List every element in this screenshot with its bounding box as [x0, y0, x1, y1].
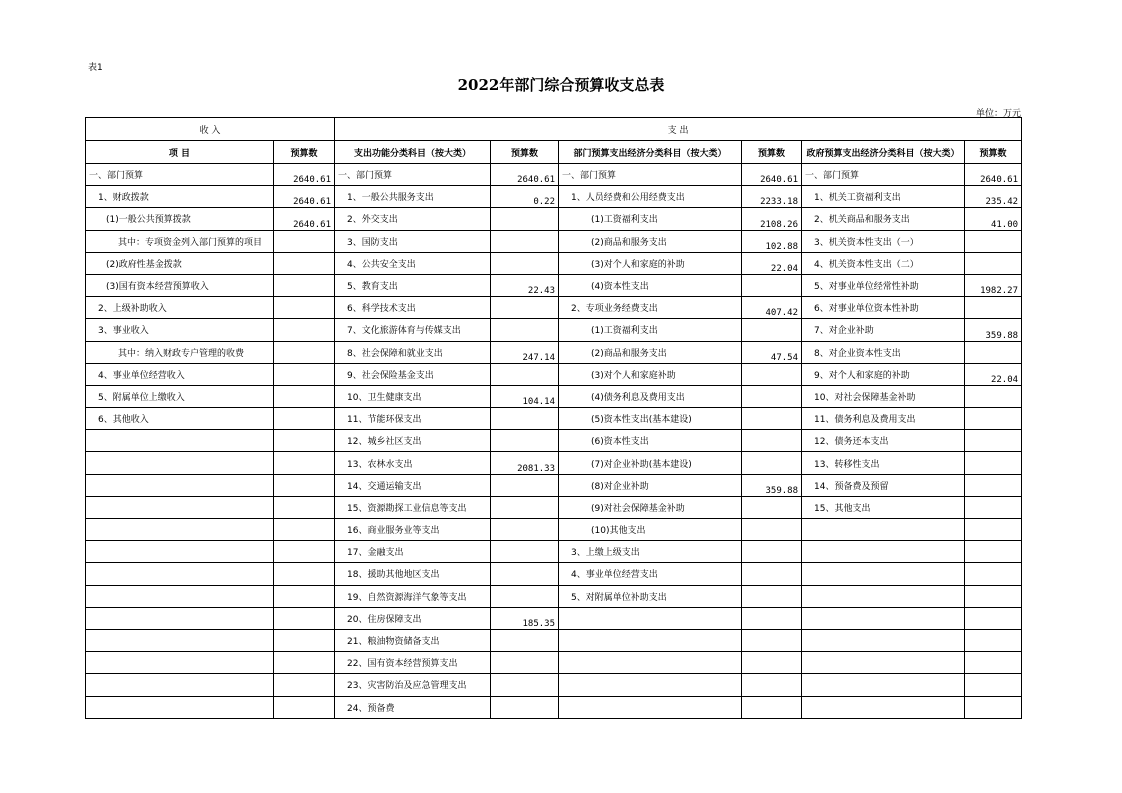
- dept-economic-budget-cell: [742, 363, 802, 385]
- gov-economic-budget-cell: [965, 297, 1022, 319]
- functional-item-cell: 20、住房保障支出: [335, 607, 491, 629]
- dept-economic-item-cell: (5)资本性支出(基本建设): [559, 408, 742, 430]
- table-row: [86, 452, 1022, 474]
- column-header-dept-economic-category: 部门预算支出经济分类科目（按大类）: [559, 141, 742, 164]
- gov-economic-item-cell: 12、债务还本支出: [802, 430, 965, 452]
- gov-economic-budget-cell: [965, 385, 1022, 407]
- functional-item-cell: 一、部门预算: [335, 164, 491, 186]
- income-budget-cell: [274, 252, 335, 274]
- gov-economic-item-cell: [802, 607, 965, 629]
- dept-economic-budget-cell: [742, 496, 802, 518]
- income-budget-cell: [274, 452, 335, 474]
- dept-economic-item-cell: (4)资本性支出: [559, 274, 742, 296]
- gov-economic-item-cell: 14、预备费及预留: [802, 474, 965, 496]
- gov-economic-item-cell: 5、对事业单位经常性补助: [802, 274, 965, 296]
- dept-economic-budget-cell: [742, 385, 802, 407]
- income-budget-cell: [274, 563, 335, 585]
- table-row: [86, 496, 1022, 518]
- gov-economic-budget-cell: 22.04: [965, 363, 1022, 385]
- income-budget-cell: [274, 629, 335, 651]
- table-row: [86, 629, 1022, 651]
- income-group-header: 收 入: [86, 118, 335, 141]
- dept-economic-budget-cell: 407.42: [742, 297, 802, 319]
- gov-economic-budget-cell: [965, 541, 1022, 563]
- income-item-cell: 6、其他收入: [86, 408, 274, 430]
- gov-economic-item-cell: [802, 519, 965, 541]
- dept-economic-budget-cell: [742, 652, 802, 674]
- income-budget-cell: [274, 319, 335, 341]
- dept-economic-budget-cell: [742, 274, 802, 296]
- dept-economic-budget-cell: [742, 452, 802, 474]
- table-row: [86, 297, 1022, 319]
- dept-economic-budget-cell: [742, 319, 802, 341]
- income-item-cell: 其中：纳入财政专户管理的收费: [86, 341, 274, 363]
- functional-item-cell: 3、国防支出: [335, 230, 491, 252]
- functional-budget-cell: [491, 208, 559, 230]
- dept-economic-budget-cell: [742, 585, 802, 607]
- functional-budget-cell: 2640.61: [491, 164, 559, 186]
- functional-budget-cell: [491, 696, 559, 718]
- income-item-cell: [86, 585, 274, 607]
- dept-economic-item-cell: [559, 652, 742, 674]
- dept-economic-budget-cell: [742, 541, 802, 563]
- dept-economic-budget-cell: 102.88: [742, 230, 802, 252]
- dept-economic-item-cell: [559, 674, 742, 696]
- gov-economic-budget-cell: [965, 519, 1022, 541]
- gov-economic-item-cell: [802, 585, 965, 607]
- table-row: [86, 474, 1022, 496]
- column-header-income-item: 项 目: [86, 141, 274, 164]
- gov-economic-budget-cell: [965, 341, 1022, 363]
- table-row: [86, 541, 1022, 563]
- dept-economic-item-cell: 4、事业单位经营支出: [559, 563, 742, 585]
- dept-economic-item-cell: [559, 607, 742, 629]
- table-row: [86, 408, 1022, 430]
- table-row: [86, 186, 1022, 208]
- income-item-cell: [86, 629, 274, 651]
- income-budget-cell: [274, 496, 335, 518]
- functional-budget-cell: [491, 652, 559, 674]
- column-header-functional-category: 支出功能分类科目（按大类）: [335, 141, 491, 164]
- income-item-cell: [86, 519, 274, 541]
- gov-economic-budget-cell: [965, 452, 1022, 474]
- table-row: [86, 319, 1022, 341]
- functional-budget-cell: [491, 585, 559, 607]
- gov-economic-item-cell: 1、机关工资福利支出: [802, 186, 965, 208]
- table-row: [86, 563, 1022, 585]
- column-header-income-budget: 预算数: [274, 141, 335, 164]
- dept-economic-budget-cell: [742, 696, 802, 718]
- dept-economic-budget-cell: 2640.61: [742, 164, 802, 186]
- income-budget-cell: [274, 341, 335, 363]
- functional-item-cell: 23、灾害防治及应急管理支出: [335, 674, 491, 696]
- income-item-cell: 2、上级补助收入: [86, 297, 274, 319]
- dept-economic-item-cell: (1)工资福利支出: [559, 319, 742, 341]
- dept-economic-item-cell: (3)对个人和家庭的补助: [559, 252, 742, 274]
- gov-economic-budget-cell: [965, 629, 1022, 651]
- dept-economic-budget-cell: 2108.26: [742, 208, 802, 230]
- dept-economic-item-cell: (8)对企业补助: [559, 474, 742, 496]
- table-body: [86, 164, 1022, 719]
- functional-item-cell: 15、资源勘探工业信息等支出: [335, 496, 491, 518]
- income-budget-cell: [274, 652, 335, 674]
- income-budget-cell: [274, 430, 335, 452]
- gov-economic-item-cell: 8、对企业资本性支出: [802, 341, 965, 363]
- income-item-cell: [86, 430, 274, 452]
- functional-item-cell: 22、国有资本经营预算支出: [335, 652, 491, 674]
- functional-item-cell: 5、教育支出: [335, 274, 491, 296]
- gov-economic-budget-cell: [965, 563, 1022, 585]
- functional-item-cell: 6、科学技术支出: [335, 297, 491, 319]
- dept-economic-item-cell: 一、部门预算: [559, 164, 742, 186]
- gov-economic-item-cell: 11、债务利息及费用支出: [802, 408, 965, 430]
- income-budget-cell: [274, 541, 335, 563]
- unit-label: 单位：万元: [975, 109, 1021, 119]
- gov-economic-item-cell: 13、转移性支出: [802, 452, 965, 474]
- gov-economic-item-cell: 4、机关资本性支出（二）: [802, 252, 965, 274]
- dept-economic-budget-cell: 2233.18: [742, 186, 802, 208]
- dept-economic-budget-cell: [742, 629, 802, 651]
- dept-economic-item-cell: (4)债务利息及费用支出: [559, 385, 742, 407]
- gov-economic-budget-cell: 1982.27: [965, 274, 1022, 296]
- table-row: [86, 519, 1022, 541]
- column-header-row: [86, 141, 1022, 164]
- income-budget-cell: [274, 519, 335, 541]
- gov-economic-item-cell: 2、机关商品和服务支出: [802, 208, 965, 230]
- income-item-cell: 一、部门预算: [86, 164, 274, 186]
- budget-summary-table: [85, 117, 1022, 719]
- table-number-label: 表1: [88, 63, 103, 73]
- column-header-functional-budget: 预算数: [491, 141, 559, 164]
- functional-budget-cell: [491, 563, 559, 585]
- functional-budget-cell: [491, 519, 559, 541]
- gov-economic-budget-cell: [965, 430, 1022, 452]
- gov-economic-budget-cell: [965, 408, 1022, 430]
- income-budget-cell: [274, 696, 335, 718]
- functional-item-cell: 11、节能环保支出: [335, 408, 491, 430]
- functional-budget-cell: [491, 496, 559, 518]
- gov-economic-budget-cell: 2640.61: [965, 164, 1022, 186]
- gov-economic-budget-cell: [965, 496, 1022, 518]
- functional-budget-cell: [491, 674, 559, 696]
- gov-economic-budget-cell: [965, 252, 1022, 274]
- functional-budget-cell: [491, 474, 559, 496]
- dept-economic-item-cell: (3)对个人和家庭补助: [559, 363, 742, 385]
- dept-economic-budget-cell: [742, 408, 802, 430]
- income-budget-cell: [274, 230, 335, 252]
- table-row: [86, 674, 1022, 696]
- gov-economic-item-cell: 15、其他支出: [802, 496, 965, 518]
- income-item-cell: [86, 496, 274, 518]
- income-item-cell: [86, 563, 274, 585]
- gov-economic-item-cell: [802, 674, 965, 696]
- gov-economic-item-cell: 6、对事业单位资本性补助: [802, 297, 965, 319]
- functional-budget-cell: [491, 297, 559, 319]
- income-item-cell: (2)政府性基金拨款: [86, 252, 274, 274]
- income-budget-cell: [274, 674, 335, 696]
- income-item-cell: [86, 696, 274, 718]
- dept-economic-item-cell: [559, 696, 742, 718]
- functional-item-cell: 4、公共安全支出: [335, 252, 491, 274]
- functional-item-cell: 21、粮油物资储备支出: [335, 629, 491, 651]
- income-item-cell: [86, 541, 274, 563]
- gov-economic-item-cell: [802, 563, 965, 585]
- gov-economic-budget-cell: [965, 230, 1022, 252]
- dept-economic-item-cell: (6)资本性支出: [559, 430, 742, 452]
- dept-economic-budget-cell: 359.88: [742, 474, 802, 496]
- dept-economic-budget-cell: 22.04: [742, 252, 802, 274]
- table-row: [86, 652, 1022, 674]
- dept-economic-item-cell: 1、人员经费和公用经费支出: [559, 186, 742, 208]
- table-row: [86, 164, 1022, 186]
- income-item-cell: 4、事业单位经营收入: [86, 363, 274, 385]
- income-budget-cell: [274, 363, 335, 385]
- functional-item-cell: 8、社会保障和就业支出: [335, 341, 491, 363]
- page-title: 2022年部门综合预算收支总表: [457, 76, 665, 94]
- functional-item-cell: 19、自然资源海洋气象等支出: [335, 585, 491, 607]
- income-budget-cell: [274, 274, 335, 296]
- table-row: [86, 607, 1022, 629]
- functional-budget-cell: 0.22: [491, 186, 559, 208]
- income-budget-cell: [274, 297, 335, 319]
- income-budget-cell: [274, 474, 335, 496]
- gov-economic-budget-cell: 359.88: [965, 319, 1022, 341]
- income-budget-cell: [274, 385, 335, 407]
- gov-economic-budget-cell: 41.00: [965, 208, 1022, 230]
- dept-economic-budget-cell: [742, 674, 802, 696]
- dept-economic-budget-cell: [742, 607, 802, 629]
- functional-item-cell: 13、农林水支出: [335, 452, 491, 474]
- functional-budget-cell: [491, 629, 559, 651]
- dept-economic-item-cell: 3、上缴上级支出: [559, 541, 742, 563]
- gov-economic-budget-cell: [965, 674, 1022, 696]
- gov-economic-item-cell: [802, 696, 965, 718]
- functional-budget-cell: [491, 363, 559, 385]
- functional-budget-cell: 104.14: [491, 385, 559, 407]
- gov-economic-budget-cell: [965, 696, 1022, 718]
- functional-budget-cell: [491, 541, 559, 563]
- column-header-gov-economic-budget: 预算数: [965, 141, 1022, 164]
- dept-economic-budget-cell: [742, 430, 802, 452]
- income-item-cell: [86, 607, 274, 629]
- income-budget-cell: [274, 408, 335, 430]
- dept-economic-item-cell: [559, 629, 742, 651]
- gov-economic-item-cell: 10、对社会保障基金补助: [802, 385, 965, 407]
- functional-item-cell: 9、社会保险基金支出: [335, 363, 491, 385]
- income-budget-cell: [274, 607, 335, 629]
- dept-economic-item-cell: (1)工资福利支出: [559, 208, 742, 230]
- functional-budget-cell: 2081.33: [491, 452, 559, 474]
- income-item-cell: [86, 674, 274, 696]
- gov-economic-item-cell: [802, 652, 965, 674]
- gov-economic-budget-cell: 235.42: [965, 186, 1022, 208]
- income-item-cell: [86, 652, 274, 674]
- functional-budget-cell: [491, 252, 559, 274]
- column-header-dept-economic-budget: 预算数: [742, 141, 802, 164]
- gov-economic-item-cell: 9、对个人和家庭的补助: [802, 363, 965, 385]
- functional-item-cell: 16、商业服务业等支出: [335, 519, 491, 541]
- functional-budget-cell: 22.43: [491, 274, 559, 296]
- table-row: [86, 363, 1022, 385]
- functional-item-cell: 10、卫生健康支出: [335, 385, 491, 407]
- dept-economic-budget-cell: [742, 519, 802, 541]
- group-header-row: [86, 118, 1022, 141]
- income-budget-cell: 2640.61: [274, 208, 335, 230]
- income-budget-cell: 2640.61: [274, 186, 335, 208]
- income-item-cell: [86, 474, 274, 496]
- dept-economic-item-cell: (2)商品和服务支出: [559, 341, 742, 363]
- table-row: [86, 252, 1022, 274]
- functional-item-cell: 1、一般公共服务支出: [335, 186, 491, 208]
- gov-economic-budget-cell: [965, 652, 1022, 674]
- dept-economic-item-cell: (2)商品和服务支出: [559, 230, 742, 252]
- gov-economic-item-cell: [802, 541, 965, 563]
- income-item-cell: (3)国有资本经营预算收入: [86, 274, 274, 296]
- gov-economic-item-cell: 一、部门预算: [802, 164, 965, 186]
- dept-economic-budget-cell: 47.54: [742, 341, 802, 363]
- functional-item-cell: 14、交通运输支出: [335, 474, 491, 496]
- functional-budget-cell: [491, 319, 559, 341]
- table-row: [86, 585, 1022, 607]
- functional-budget-cell: 185.35: [491, 607, 559, 629]
- gov-economic-item-cell: [802, 629, 965, 651]
- table-row: [86, 274, 1022, 296]
- table-row: [86, 208, 1022, 230]
- table-row: [86, 385, 1022, 407]
- table-row: [86, 696, 1022, 718]
- income-item-cell: (1)一般公共预算拨款: [86, 208, 274, 230]
- income-item-cell: 1、财政拨款: [86, 186, 274, 208]
- dept-economic-item-cell: (7)对企业补助(基本建设): [559, 452, 742, 474]
- functional-budget-cell: [491, 408, 559, 430]
- functional-budget-cell: [491, 230, 559, 252]
- functional-budget-cell: 247.14: [491, 341, 559, 363]
- column-header-gov-economic-category: 政府预算支出经济分类科目（按大类）: [802, 141, 965, 164]
- income-item-cell: [86, 452, 274, 474]
- functional-item-cell: 18、援助其他地区支出: [335, 563, 491, 585]
- table-row: [86, 230, 1022, 252]
- income-budget-cell: [274, 585, 335, 607]
- functional-item-cell: 12、城乡社区支出: [335, 430, 491, 452]
- income-item-cell: 3、事业收入: [86, 319, 274, 341]
- table-row: [86, 341, 1022, 363]
- dept-economic-item-cell: (10)其他支出: [559, 519, 742, 541]
- gov-economic-item-cell: 3、机关资本性支出（一）: [802, 230, 965, 252]
- gov-economic-item-cell: 7、对企业补助: [802, 319, 965, 341]
- income-budget-cell: 2640.61: [274, 164, 335, 186]
- functional-item-cell: 17、金融支出: [335, 541, 491, 563]
- income-item-cell: 其中：专项资金列入部门预算的项目: [86, 230, 274, 252]
- gov-economic-budget-cell: [965, 585, 1022, 607]
- income-item-cell: 5、附属单位上缴收入: [86, 385, 274, 407]
- gov-economic-budget-cell: [965, 474, 1022, 496]
- dept-economic-item-cell: (9)对社会保障基金补助: [559, 496, 742, 518]
- expenditure-group-header: 支 出: [335, 118, 1022, 141]
- functional-item-cell: 24、预备费: [335, 696, 491, 718]
- table-row: [86, 430, 1022, 452]
- dept-economic-item-cell: 2、专项业务经费支出: [559, 297, 742, 319]
- gov-economic-budget-cell: [965, 607, 1022, 629]
- dept-economic-budget-cell: [742, 563, 802, 585]
- functional-budget-cell: [491, 430, 559, 452]
- dept-economic-item-cell: 5、对附属单位补助支出: [559, 585, 742, 607]
- functional-item-cell: 7、文化旅游体育与传媒支出: [335, 319, 491, 341]
- functional-item-cell: 2、外交支出: [335, 208, 491, 230]
